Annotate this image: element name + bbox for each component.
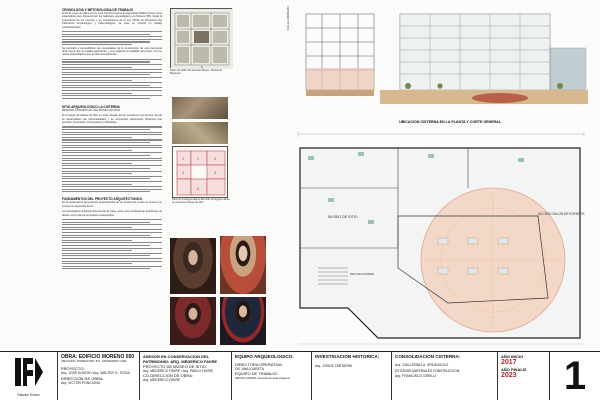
obra-label: OBRA: EDIFICIO MORENO 550 [61,354,135,360]
paragraph-5: La investigación histórica documental de base, tanto para fundamentar decisiones de diseño como para la propuesta museográfica. [62,210,162,217]
section-caption: UBICACION CISTERNA EN LA PLANTA Y CORTE GENERAL [399,120,501,124]
svg-text:4: 4 [182,170,185,175]
paragraph-2: Se procedió a compatibilizar las necesidades de la construcción de una importante obra nueva que se estaba ejecutando, y que requería la totalidad del predio, con los restos arqueológicos que se iban descubriendo. [62,46,162,57]
portrait-painting-4 [220,297,266,345]
historic-photo-1 [172,97,228,119]
svg-text:3: 3 [214,156,217,161]
house-plan-caption: Plano de la antigua casa de Bernardo de Irigoyen donde se encuentra el Museo de Sitio [172,199,230,204]
title-block [0,351,600,400]
consolidacion-label: CONSOLIDACION CISTERNA: [395,354,461,359]
estudios-value: Arq. FRANCISCO GIRELLI [395,374,437,379]
heading-sub: MEMORIA CONCEPTUAL DEL MUSEO DE SITIO [62,108,121,112]
museo-project-value: Arq. MEDERICO FAVRE / Arq. PABLO FAVRE [143,369,213,373]
portrait-painting-2 [220,236,266,294]
directora-value: DR. ANA IGARETA [235,367,264,371]
equipo-trabajo-value: GRUPO ADAMO Consultores arqueológicos [235,376,291,381]
paragraph-4: En la restauración del proyecto arquitectónico de los fondos del museo se tuvieron en cuenta los siguientes ítems: [62,201,162,208]
consolidacion-cell [392,352,498,400]
anio-inicio-label: AÑO INICIO [501,354,524,359]
section-drawing [300,8,592,118]
directora-label: DIRECTORA OPERATIVA: [235,362,283,367]
consolidacion-value: Arq. GUILLERMO A. SPAGNUOLO [395,363,449,367]
proyecto-label: PROYECTO: [61,366,85,372]
sheet-number-cell [550,352,600,400]
street-label: CALLE MORENO [286,6,290,30]
investigacion-cell [312,352,392,400]
heading-cronologia: CRONOLOGIA Y METODOLOGIA DE TRABAJO [62,8,134,12]
portrait-painting-3 [170,297,216,345]
logo-cell [0,352,58,400]
portrait-painting-1 [170,238,216,294]
svg-text:5: 5 [214,170,217,175]
svg-text:6: 6 [197,186,200,191]
large-plan [288,128,592,350]
codir-value: Arq. MEDERICO FAVRE [143,378,181,383]
investigacion-value: Arq. JORGE TARTARINI [315,364,353,368]
historic-block-map [170,8,232,68]
years-cell [498,352,550,400]
anio-final-value: 2023 [501,372,517,379]
house-plan-drawing [173,147,229,199]
equipo-trabajo-label: EQUIPO DE TRABAJO: [235,371,278,377]
paragraph-lines [62,31,162,45]
anio-final-label: AÑO FINALIZ [501,367,527,372]
text-column-1 [62,6,162,346]
map-caption: Plano de 1867 del area del Museo. Planta de Manzana [170,69,222,76]
asesor-label: ASESOR EN CONSERVACION DEL PATRIMONIO: ARQ. MEDERICO FAVRE [143,354,218,364]
paragraph-lines [62,126,162,192]
obra-cell [58,352,140,400]
map-drawing [171,9,233,69]
direccion-value: Arq. VICTOR PONCIONO [61,380,101,385]
estudios-label: ESTUDIOS MATERIALES CONSTRUCCION: [395,369,460,374]
svg-text:1: 1 [182,156,185,161]
large-plan-drawing [288,128,592,350]
anio-inicio-value: 2017 [501,359,517,366]
equipo-label: EQUIPO ARQUEOLOGICO: [235,354,294,359]
paragraph-lines [62,59,162,99]
sheet-number: 1 [563,354,587,398]
proyecciones-label: PROYECCIONES [350,272,375,276]
svg-text:2: 2 [197,156,200,161]
estudio-kohon-logo-icon [11,356,47,388]
logo-text: Estudio Kohon [17,393,40,397]
acceso-label: ACCESO SALON DE EVENTOS [538,212,585,216]
house-plan [172,146,228,198]
building-section [300,8,592,118]
equipo-cell [232,352,312,400]
historic-photo-2 [172,122,228,144]
obra-sub: UBICACION: MORENO 550 / 572 - MONSERRAT CABA [61,360,127,363]
codir-label: CO-DIRECCION DE OBRA: [143,373,194,379]
direccion-label: DIRECCION DE OBRA: [61,375,104,381]
paragraph-1: El 30 de enero de 2013 el Arq. José Kohon convoca al arqueólogo Médico Favre como especialista para inspeccionar los hallazgos arqueológicos en Moreno 550. Dada la importancia de los mismos, y en cumplimiento de la Ley 25743 de Protección del Patrimonio Arqueológico y Paleontológico, se puso en marcha un trabajo interdisciplinario. [62,12,162,29]
museo-project-label: PROYECTO DE MUSEO DE SITIO: [143,364,208,369]
paragraph-lines [62,219,162,269]
heading-sitio: SITIO ARQUEOLOGICO LA CISTERNA [62,104,120,109]
asesor-cell [140,352,232,400]
paragraph-3: El concepto de Museo de Sitio es estar situado donde sucedieron los hechos, donde se desarrollaron las personalidades y se encuentran testimonios históricos que permiten conocerlos, interpretarlos y difundirlos. [62,114,162,125]
heading-fundamentos: FUNDAMENTOS DEL PROYECTO ARQUITECTONICO [62,197,143,202]
proyecto-value: Arq. JOSE KOHON / Arq. WALTER G. TROIA [61,371,130,376]
investigacion-label: INVESTIGACION HISTORICA: [315,354,380,359]
museo-label: MUSEO DE SITIO [328,215,358,219]
svg-text:N: N [201,66,203,69]
